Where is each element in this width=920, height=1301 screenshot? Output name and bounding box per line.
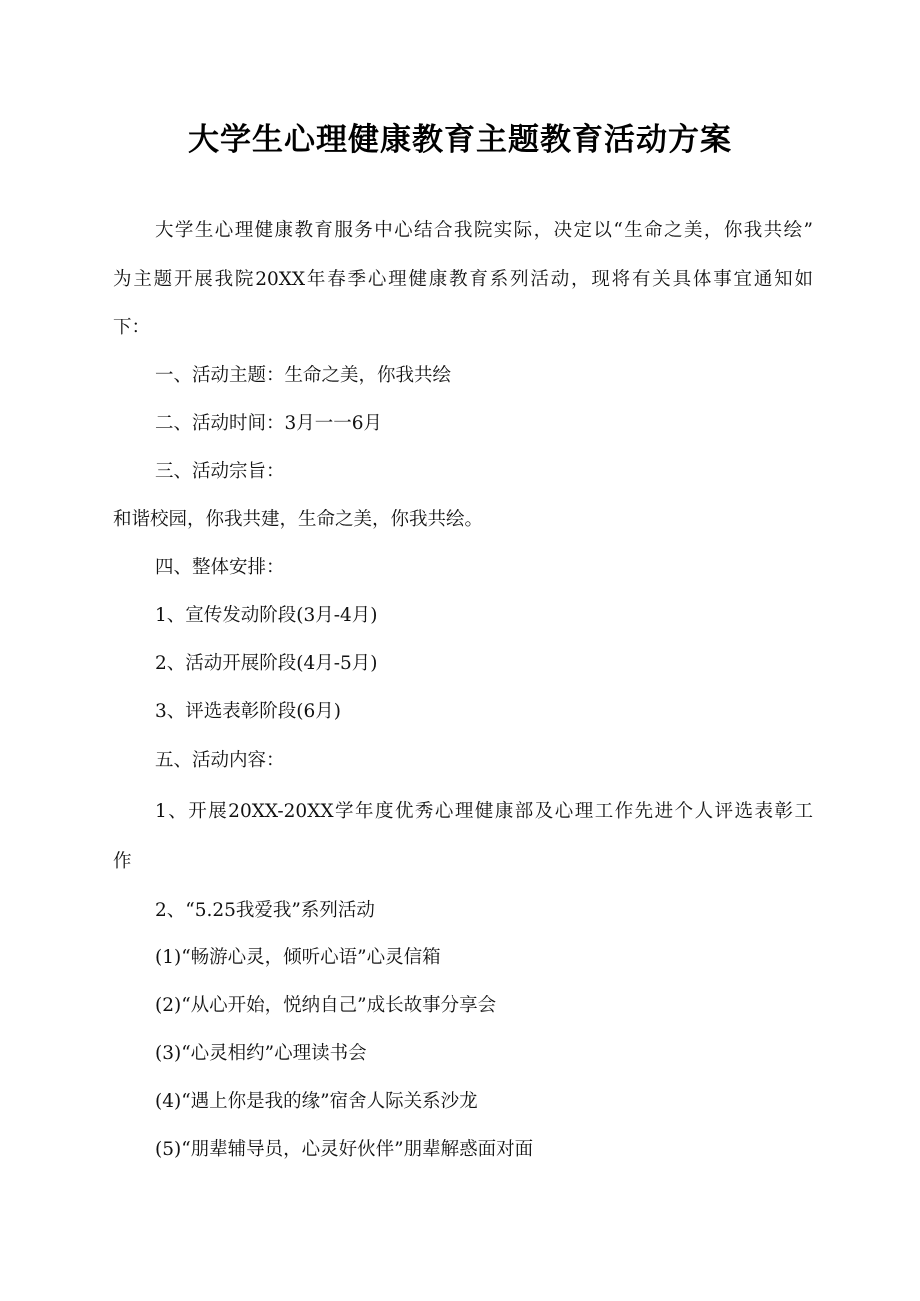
arrangement-item: 1、宣传发动阶段(3月-4月) bbox=[155, 605, 378, 626]
section-purpose-heading: 三、活动宗旨： bbox=[155, 461, 285, 482]
content-item-1-line-2: 作 bbox=[113, 851, 132, 872]
sub-item: (5)“朋辈辅导员，心灵好伙伴”朋辈解惑面对面 bbox=[155, 1139, 534, 1160]
arrangement-item: 3、评选表彰阶段(6月) bbox=[155, 701, 341, 722]
section-arrangement-heading: 四、整体安排： bbox=[155, 557, 285, 578]
section-purpose-text: 和谐校园，你我共建，生命之美，你我共绘。 bbox=[113, 509, 484, 530]
section-theme: 一、活动主题：生命之美，你我共绘 bbox=[155, 365, 452, 386]
sub-item: (2)“从心开始，悦纳自己”成长故事分享会 bbox=[155, 995, 497, 1016]
intro-line-1: 大学生心理健康教育服务中心结合我院实际，决定以“生命之美，你我共绘” bbox=[155, 220, 813, 241]
section-content-heading: 五、活动内容： bbox=[155, 750, 285, 771]
section-time: 二、活动时间：3月一一6月 bbox=[155, 413, 383, 434]
content-item-2: 2、“5.25我爱我”系列活动 bbox=[155, 900, 375, 921]
intro-line-3: 下： bbox=[113, 317, 151, 338]
sub-item: (4)“遇上你是我的缘”宿舍人际关系沙龙 bbox=[155, 1091, 478, 1112]
sub-item: (1)“畅游心灵，倾听心语”心灵信箱 bbox=[155, 947, 441, 968]
sub-item: (3)“心灵相约”心理读书会 bbox=[155, 1043, 367, 1064]
content-item-1-line-1: 1、开展20XX-20XX学年度优秀心理健康部及心理工作先进个人评选表彰工 bbox=[155, 801, 813, 822]
intro-line-2: 为主题开展我院20XX年春季心理健康教育系列活动，现将有关具体事宜通知如 bbox=[113, 269, 813, 290]
document-title: 大学生心理健康教育主题教育活动方案 bbox=[188, 122, 732, 158]
arrangement-item: 2、活动开展阶段(4月-5月) bbox=[155, 653, 378, 674]
